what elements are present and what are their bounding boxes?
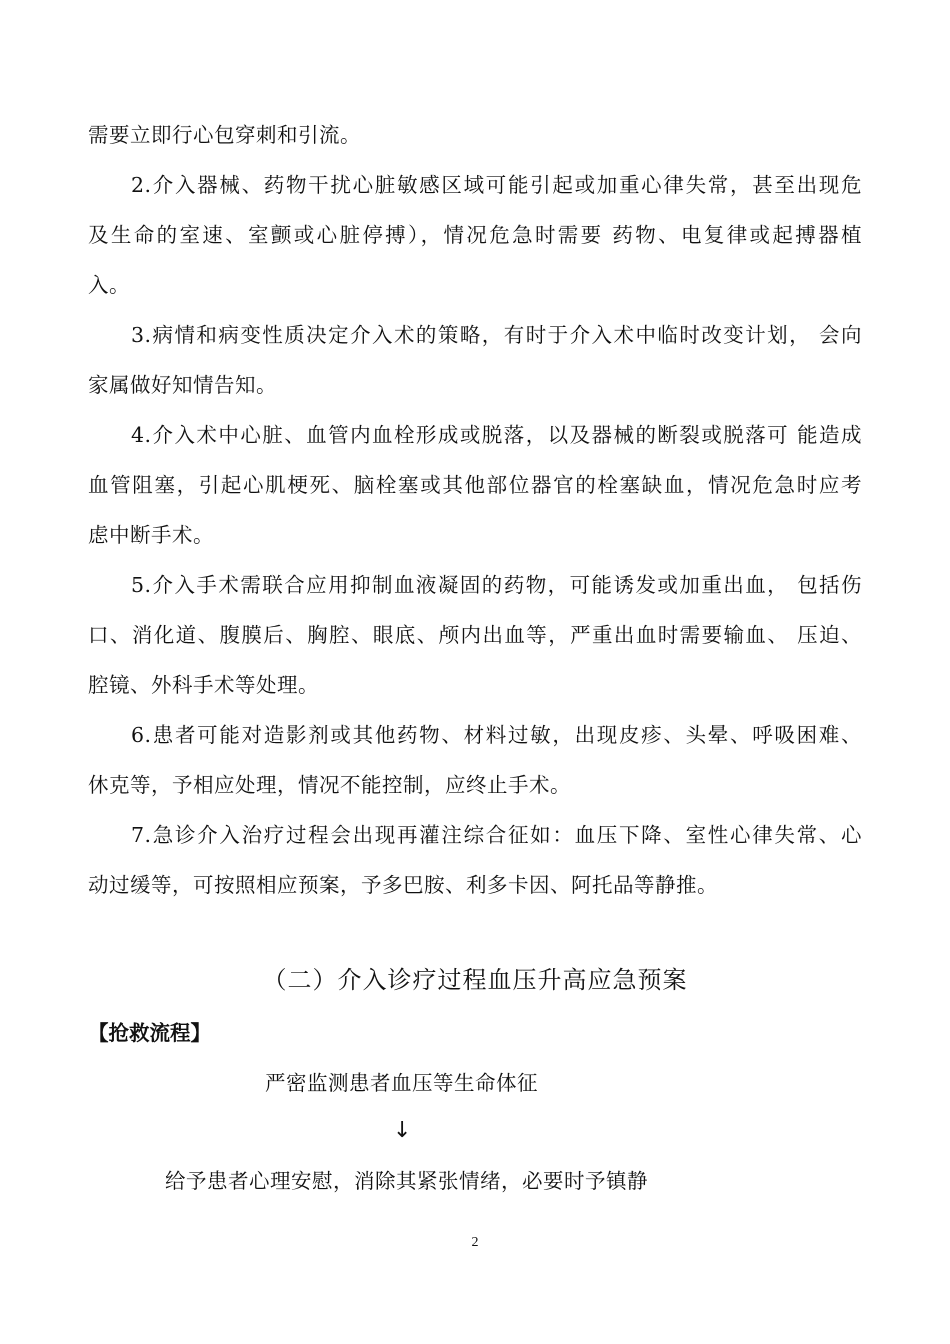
paragraph-line: 4.介入术中心脏、血管内血栓形成或脱落，以及器械的断裂或脱落可 能造成 [131, 423, 862, 447]
paragraph-line: 家属做好知情告知。 [88, 373, 277, 397]
paragraph-line: 6.患者可能对造影剂或其他药物、材料过敏，出现皮疹、头晕、呼吸困难、 [131, 723, 862, 747]
paragraph-line: 血管阻塞，引起心肌梗死、脑栓塞或其他部位器官的栓塞缺血，情况危急时应考 [88, 473, 862, 497]
paragraph-line: 7.急诊介入治疗过程会出现再灌注综合征如：血压下降、室性心律失常、心 [131, 823, 862, 847]
paragraph-line: 休克等，予相应处理，情况不能控制，应终止手术。 [88, 773, 571, 797]
page-number: 2 [471, 1235, 479, 1250]
paragraph-line: 及生命的室速、室颤或心脏停搏），情况危急时需要 药物、电复律或起搏器植 [88, 223, 862, 247]
paragraph-line: 3.病情和病变性质决定介入术的策略，有时于介入术中临时改变计划， 会向 [131, 323, 862, 347]
paragraph-line: 动过缓等，可按照相应预案，予多巴胺、利多卡因、阿托品等静推。 [88, 873, 718, 897]
paragraph-line: 入。 [88, 273, 130, 297]
paragraph-line: 需要立即行心包穿刺和引流。 [88, 123, 361, 147]
flow-step-1: 严密监测患者血压等生命体征 [265, 1071, 538, 1095]
flow-step-2: 给予患者心理安慰，消除其紧张情绪，必要时予镇静 [165, 1169, 648, 1193]
paragraph-line: 5.介入手术需联合应用抑制血液凝固的药物，可能诱发或加重出血， 包括伤 [131, 573, 862, 597]
down-arrow-icon: ↓ [393, 1118, 412, 1143]
paragraph-line: 虑中断手术。 [88, 523, 214, 547]
paragraph-line: 口、消化道、腹膜后、胸腔、眼底、颅内出血等，严重出血时需要输血、 压迫、 [88, 623, 862, 647]
paragraph-line: 2.介入器械、药物干扰心脏敏感区域可能引起或加重心律失常，甚至出现危 [131, 173, 862, 197]
section-heading: （二）介入诊疗过程血压升高应急预案 [262, 966, 688, 994]
paragraph-line: 腔镜、外科手术等处理。 [88, 673, 319, 697]
rescue-flow-label: 【抢救流程】 [88, 1021, 211, 1045]
